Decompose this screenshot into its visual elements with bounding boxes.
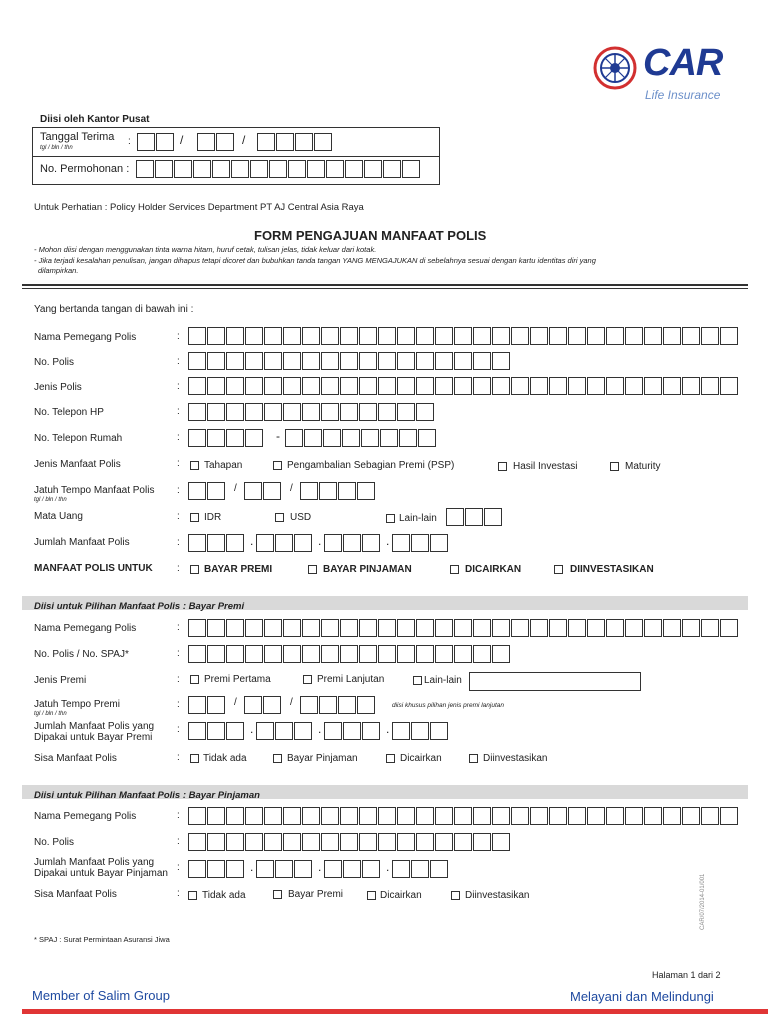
usd-label: USD — [290, 512, 312, 523]
jumlah-group-4[interactable] — [392, 534, 449, 552]
s3-label-nama: Nama Pemegang Polis — [34, 811, 137, 822]
s2-date-hint: tgl / bln / thn — [34, 711, 67, 717]
s2-jumlah-group-2[interactable] — [256, 722, 313, 740]
s2-nama-field[interactable] — [188, 619, 739, 637]
s3-jumlah-group-3[interactable] — [324, 860, 381, 878]
label-jatuh-tempo: Jatuh Tempo Manfaat Polis — [34, 485, 155, 496]
company-logo — [593, 42, 743, 104]
s2-dicairkan-label: Dicairkan — [400, 753, 442, 764]
s2-diinvestasikan-label: Diinvestasikan — [483, 753, 548, 764]
s3-jumlah-group-4[interactable] — [392, 860, 449, 878]
s2-label-jatuh-tempo: Jatuh Tempo Premi — [34, 699, 120, 710]
footer-right: Melayani dan Melindungi — [570, 989, 714, 1004]
date-received-day[interactable] — [137, 133, 175, 151]
s3-diinvestasikan-checkbox[interactable] — [451, 891, 460, 900]
tahapan-checkbox[interactable] — [190, 461, 199, 470]
s2-jatuh-tempo-day[interactable] — [188, 696, 226, 714]
telp-rumah-number-field[interactable] — [285, 429, 437, 447]
s2-jumlah-group-4[interactable] — [392, 722, 449, 740]
instruction-3: dilampirkan. — [38, 266, 79, 275]
idr-label: IDR — [204, 512, 222, 523]
s3-nama-field[interactable] — [188, 807, 739, 825]
label-jenis-polis: Jenis Polis — [34, 382, 82, 393]
s3-bayar-premi-label: Bayar Premi — [288, 889, 344, 900]
logo-subtitle: Life Insurance — [645, 88, 721, 102]
premi-lain-checkbox[interactable] — [413, 676, 422, 685]
jenis-polis-field[interactable] — [188, 377, 739, 395]
s2-lanjutan-note: diisi khusus pilihan jenis premi lanjutan — [392, 702, 505, 709]
lain-lain-currency-label: Lain-lain — [399, 513, 437, 524]
date-received-hint: tgl / bln / thn — [40, 145, 73, 151]
request-number-field[interactable] — [136, 160, 421, 178]
footer-left: Member of Salim Group — [32, 988, 170, 1003]
jatuh-tempo-month[interactable] — [244, 482, 282, 500]
jatuh-tempo-year[interactable] — [300, 482, 376, 500]
s2-jatuh-tempo-month[interactable] — [244, 696, 282, 714]
idr-checkbox[interactable] — [190, 513, 199, 522]
s2-label-sisa: Sisa Manfaat Polis — [34, 753, 117, 764]
nama-pemegang-polis-field[interactable] — [188, 327, 739, 345]
s2-diinvestasikan-checkbox[interactable] — [469, 754, 478, 763]
lain-lain-currency-checkbox[interactable] — [386, 514, 395, 523]
hasil-investasi-checkbox[interactable] — [498, 462, 507, 471]
s2-jumlah-group-3[interactable] — [324, 722, 381, 740]
premi-pertama-checkbox[interactable] — [190, 675, 199, 684]
maturity-label: Maturity — [625, 461, 661, 472]
instruction-2: - Jika terjadi kesalahan penulisan, jangan dihapus tetapi dicoret dan bubuhkan tanda tangan YANG MENGAJUKAN di sebelahnya sesuai dengan kartu identitas diri yang — [34, 256, 596, 265]
bayar-premi-checkbox[interactable] — [190, 565, 199, 574]
footer-bar — [22, 1009, 768, 1014]
jumlah-group-1[interactable] — [188, 534, 245, 552]
spaj-footnote: * SPAJ : Surat Permintaan Asuransi Jiwa — [34, 935, 170, 944]
logo-emblem-icon — [593, 46, 637, 90]
premi-lanjutan-label: Premi Lanjutan — [317, 674, 385, 685]
label-no-polis: No. Polis — [34, 357, 75, 368]
side-code: CAR/07/2014-01/001 — [700, 873, 706, 930]
s2-dicairkan-checkbox[interactable] — [386, 754, 395, 763]
s2-bayar-pinjaman-label: Bayar Pinjaman — [287, 753, 358, 764]
s2-tidak-ada-label: Tidak ada — [203, 753, 247, 764]
title-divider — [22, 284, 748, 289]
usd-checkbox[interactable] — [275, 513, 284, 522]
bayar-premi-label: BAYAR PREMI — [204, 564, 273, 575]
s3-dicairkan-label: Dicairkan — [380, 890, 422, 901]
section-bayar-pinjaman-title: Diisi untuk Pilihan Manfaat Polis : Bayar Pinjaman — [34, 790, 260, 801]
maturity-checkbox[interactable] — [610, 462, 619, 471]
s2-jumlah-group-1[interactable] — [188, 722, 245, 740]
s2-no-polis-field[interactable] — [188, 645, 511, 663]
premi-lain-field[interactable] — [469, 672, 641, 691]
diinvestasikan-label: DIINVESTASIKAN — [570, 564, 654, 575]
psp-checkbox[interactable] — [273, 461, 282, 470]
s2-label-jumlah-1: Jumlah Manfaat Polis yang — [34, 721, 155, 732]
dicairkan-checkbox[interactable] — [450, 565, 459, 574]
s3-label-jumlah-1: Jumlah Manfaat Polis yang — [34, 857, 155, 868]
section-bayar-premi-header — [22, 596, 748, 610]
label-telp-rumah: No. Telepon Rumah — [34, 433, 123, 444]
label-jumlah: Jumlah Manfaat Polis — [34, 537, 130, 548]
no-polis-field[interactable] — [188, 352, 511, 370]
instruction-1: - Mohon diisi dengan menggunakan tinta warna hitam, huruf cetak, tulisan jelas, tidak keluar dari kotak. — [34, 245, 377, 254]
office-heading: Diisi oleh Kantor Pusat — [40, 114, 150, 125]
jatuh-tempo-hint: tgl / bln / thn — [34, 497, 67, 503]
s3-diinvestasikan-label: Diinvestasikan — [465, 890, 530, 901]
date-received-month[interactable] — [197, 133, 235, 151]
label-mata-uang: Mata Uang — [34, 511, 83, 522]
s3-no-polis-field[interactable] — [188, 833, 511, 851]
s3-bayar-premi-checkbox[interactable] — [273, 890, 282, 899]
jatuh-tempo-day[interactable] — [188, 482, 226, 500]
section-bayar-pinjaman-header — [22, 785, 748, 799]
s2-tidak-ada-checkbox[interactable] — [190, 754, 199, 763]
telp-hp-field[interactable] — [188, 403, 435, 421]
s2-label-nama: Nama Pemegang Polis — [34, 623, 137, 634]
s3-tidak-ada-label: Tidak ada — [202, 890, 246, 901]
s2-label-jenis-premi: Jenis Premi — [34, 675, 87, 686]
s3-label-jumlah-2: Dipakai untuk Bayar Pinjaman — [34, 868, 168, 879]
jumlah-group-3[interactable] — [324, 534, 381, 552]
s3-jumlah-group-2[interactable] — [256, 860, 313, 878]
psp-label: Pengambalian Sebagian Premi (PSP) — [287, 460, 455, 471]
premi-lanjutan-checkbox[interactable] — [303, 675, 312, 684]
telp-rumah-area-field[interactable] — [188, 429, 264, 447]
label-jenis-manfaat: Jenis Manfaat Polis — [34, 459, 121, 470]
hasil-investasi-label: Hasil Investasi — [513, 461, 578, 472]
intro-text: Yang bertanda tangan di bawah ini : — [34, 304, 194, 315]
section-bayar-premi-title: Diisi untuk Pilihan Manfaat Polis : Bayar Premi — [34, 601, 245, 612]
tahapan-label: Tahapan — [204, 460, 243, 471]
s3-dicairkan-checkbox[interactable] — [367, 891, 376, 900]
page-info: Halaman 1 dari 2 — [652, 970, 721, 980]
s2-bayar-pinjaman-checkbox[interactable] — [273, 754, 282, 763]
date-received-label: Tanggal Terima — [40, 131, 115, 143]
s3-label-no-polis: No. Polis — [34, 837, 75, 848]
form-title: FORM PENGAJUAN MANFAAT POLIS — [254, 228, 487, 243]
premi-pertama-label: Premi Pertama — [204, 674, 271, 685]
s3-tidak-ada-checkbox[interactable] — [188, 891, 197, 900]
s3-jumlah-group-1[interactable] — [188, 860, 245, 878]
lain-lain-currency-field[interactable] — [446, 508, 503, 526]
dicairkan-label: DICAIRKAN — [465, 564, 522, 575]
jumlah-group-2[interactable] — [256, 534, 313, 552]
label-untuk: MANFAAT POLIS UNTUK — [34, 563, 153, 574]
s2-label-no-polis: No. Polis / No. SPAJ* — [34, 649, 129, 660]
label-nama: Nama Pemegang Polis — [34, 332, 137, 343]
premi-lain-label: Lain-lain — [424, 675, 462, 686]
diinvestasikan-checkbox[interactable] — [554, 565, 563, 574]
bayar-pinjaman-checkbox[interactable] — [308, 565, 317, 574]
date-received-year[interactable] — [257, 133, 333, 151]
s2-label-jumlah-2: Dipakai untuk Bayar Premi — [34, 732, 153, 743]
request-number-label: No. Permohonan : — [40, 163, 130, 175]
label-telp-hp: No. Telepon HP — [34, 407, 104, 418]
logo-brand: CAR — [643, 42, 723, 84]
attention-line: Untuk Perhatian : Policy Holder Services Department PT AJ Central Asia Raya — [34, 202, 364, 213]
s3-label-sisa: Sisa Manfaat Polis — [34, 889, 117, 900]
bayar-pinjaman-label: BAYAR PINJAMAN — [323, 564, 412, 575]
s2-jatuh-tempo-year[interactable] — [300, 696, 376, 714]
